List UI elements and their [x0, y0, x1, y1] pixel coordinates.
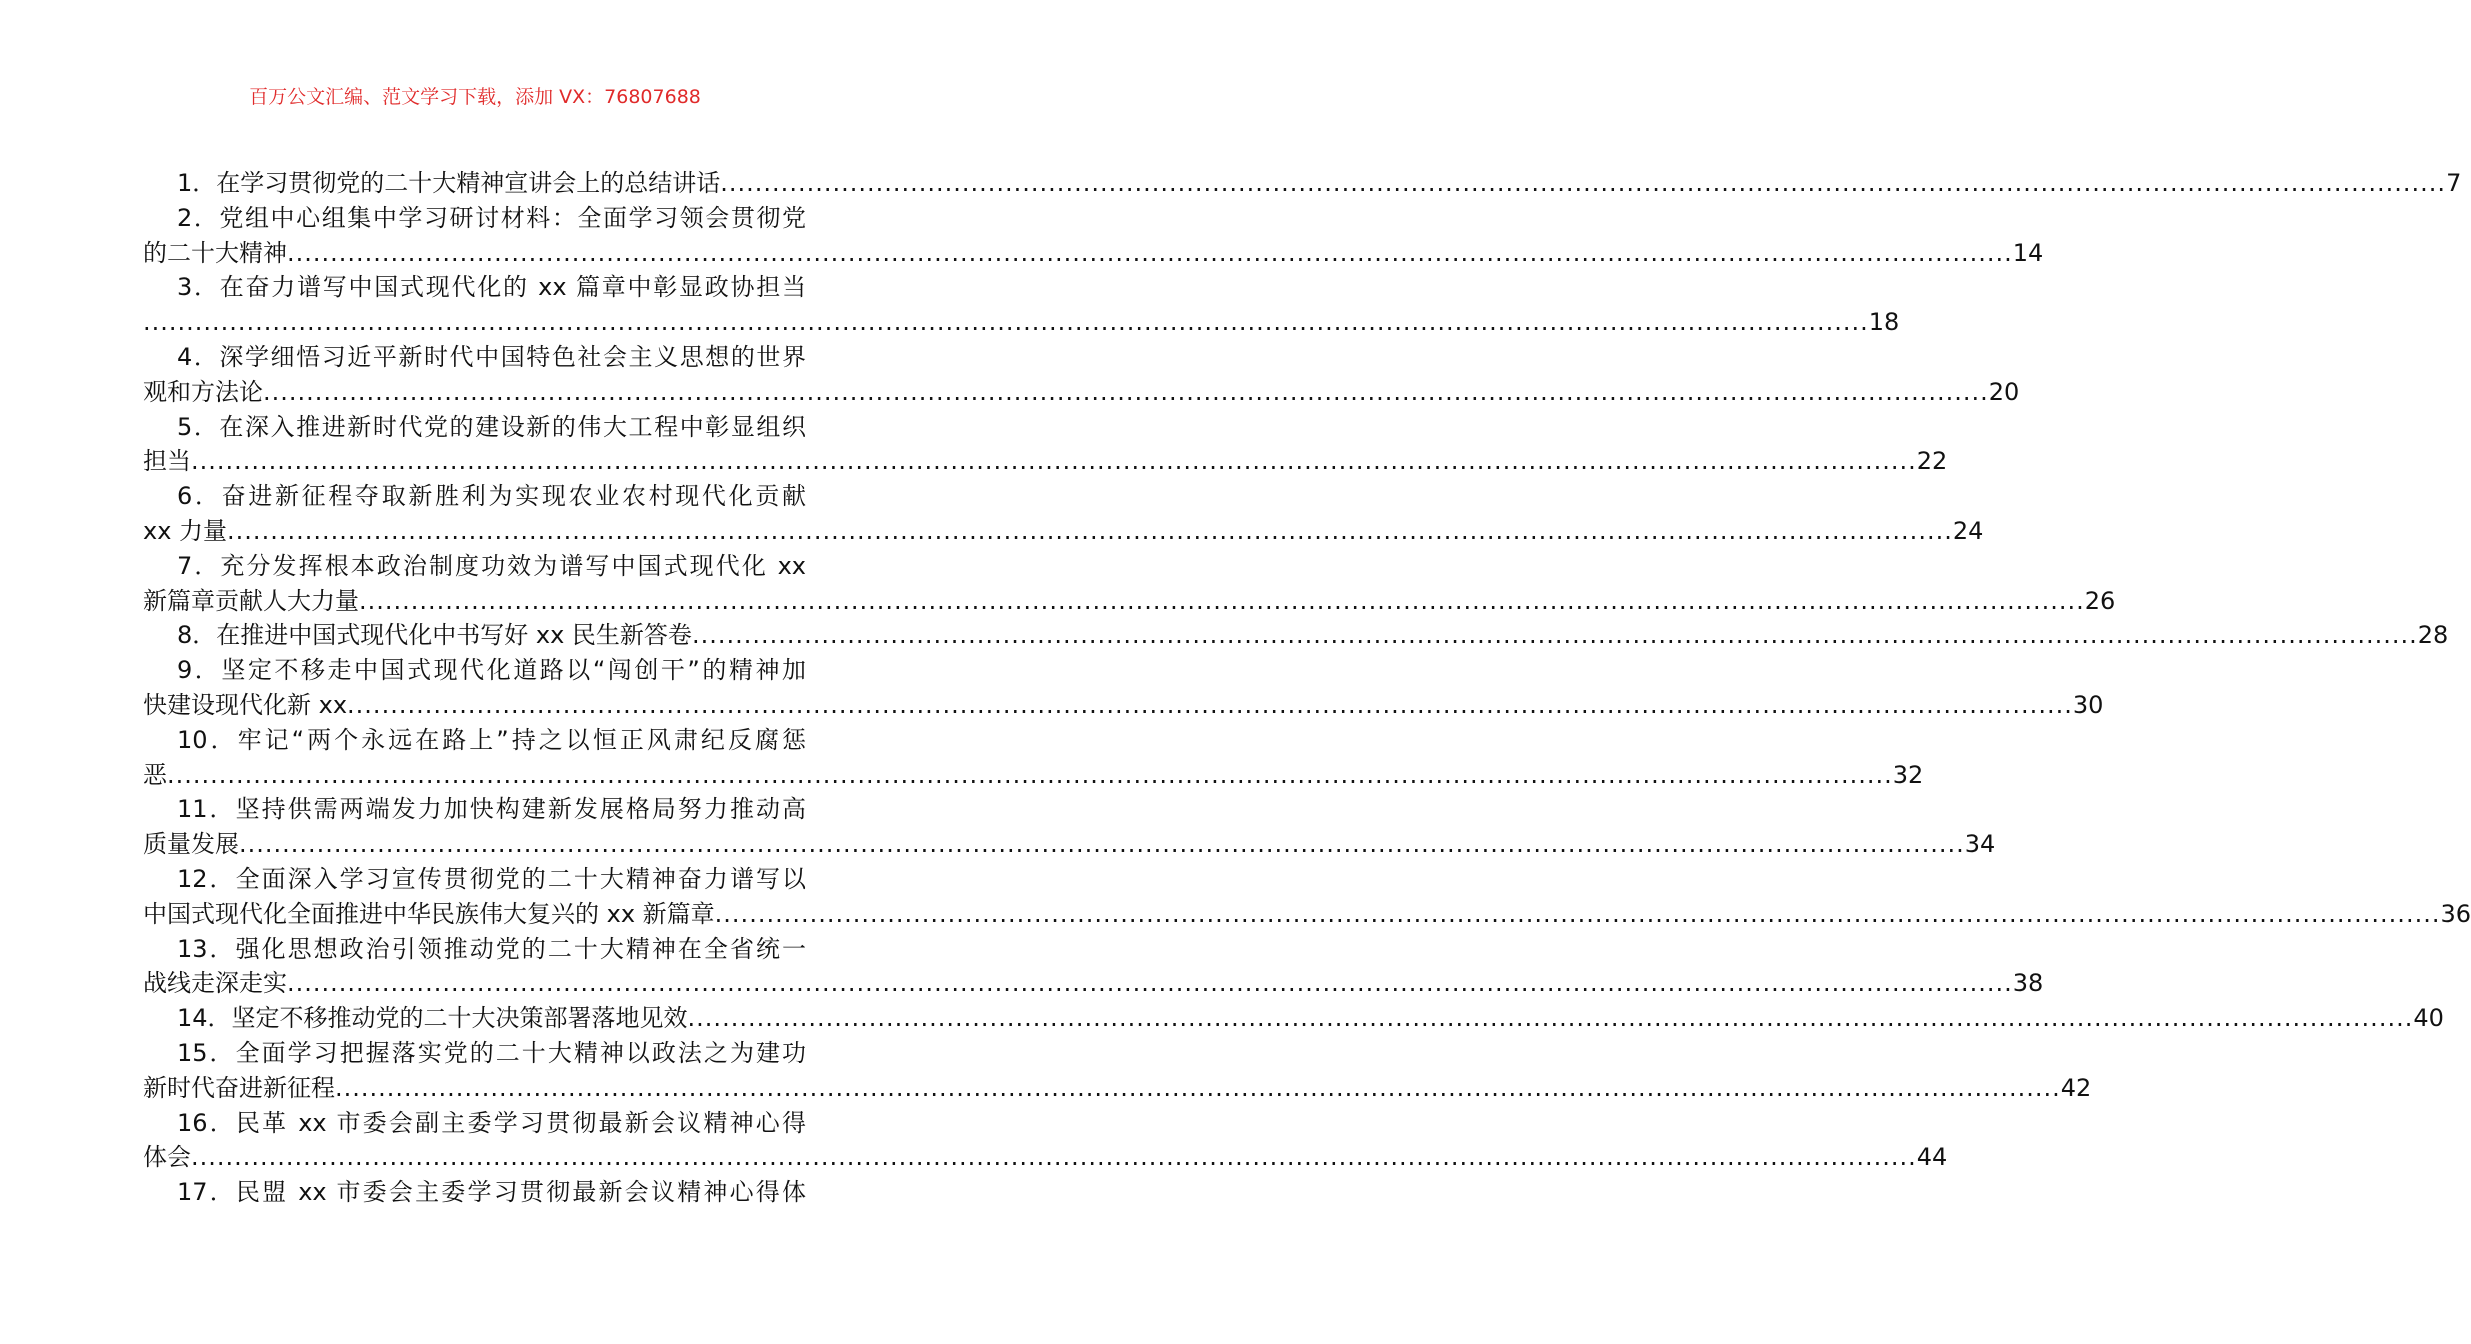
- toc-entry[interactable]: [143, 1001, 2444, 1036]
- toc-leader-line: [143, 827, 1996, 862]
- toc-entry-title: xx 力量: [143, 516, 228, 545]
- toc-page-number: 38: [2012, 969, 2044, 998]
- toc-page-number: 40: [2413, 1004, 2444, 1033]
- toc-entry-title: 体会: [143, 1143, 191, 1172]
- toc-entry[interactable]: [143, 410, 1948, 480]
- toc-entry-title: 8．在推进中国式现代化中书写好 xx 民生新答卷: [177, 621, 692, 650]
- watermark-header: 百万公文汇编、范文学习下载，添加 VX：76807688: [249, 86, 701, 108]
- dot-leader: ........................................................................................................................................................................................................: [167, 760, 1893, 789]
- toc-entry-title: 快建设现代化新 xx: [143, 690, 348, 719]
- toc-entry[interactable]: [143, 792, 1996, 862]
- toc-entry[interactable]: [143, 723, 1924, 793]
- toc-entry[interactable]: [143, 270, 1900, 340]
- toc-leader-line: [143, 688, 2104, 723]
- toc-entry-title: 17．民盟 xx 市委会主委学习贯彻最新会议精神心得体: [177, 1178, 806, 1207]
- toc-page-number: 14: [2012, 238, 2044, 267]
- toc-page-number: 44: [1916, 1143, 1948, 1172]
- toc-entry-title: 12．全面深入学习宣传贯彻党的二十大精神奋力谱写以: [177, 864, 806, 893]
- dot-leader: ........................................................................................................................................................................................................: [287, 969, 2013, 998]
- toc-entry-title: 15．全面学习把握落实党的二十大精神以政法之为建功: [177, 1038, 806, 1067]
- toc-leader-line: [143, 375, 2020, 410]
- dot-leader: ........................................................................................................................................................................................................: [227, 516, 1953, 545]
- toc-entry-title: 14．坚定不移推动党的二十大决策部署落地见效: [177, 1004, 688, 1033]
- toc-leader-line: [143, 166, 2462, 201]
- dot-leader: ........................................................................................................................................................................................................: [687, 1004, 2414, 1033]
- toc-page-number: 22: [1916, 447, 1948, 476]
- toc-entry[interactable]: [143, 1106, 1948, 1176]
- toc-entry[interactable]: [143, 862, 2471, 932]
- dot-leader: ........................................................................................................................................................................................................: [191, 447, 1917, 476]
- toc-page-number: 32: [1892, 760, 1924, 789]
- toc-entry-title: 观和方法论: [143, 377, 263, 406]
- dot-leader: ........................................................................................................................................................................................................: [347, 690, 2073, 719]
- toc-entry-title: 10．牢记“两个永远在路上”持之以恒正风肃纪反腐惩: [177, 725, 806, 754]
- toc-entry[interactable]: [143, 201, 2044, 271]
- dot-leader: ........................................................................................................................................................................................................: [263, 377, 1989, 406]
- dot-leader: ........................................................................................................................................................................................................: [335, 1073, 2061, 1102]
- toc-entry-title: 5．在深入推进新时代党的建设新的伟大工程中彰显组织: [177, 412, 806, 441]
- toc-leader-line: [143, 1071, 2092, 1106]
- toc-entry-title: 新篇章贡献人大力量: [143, 586, 359, 615]
- toc-entry-title: 恶: [143, 760, 167, 789]
- toc-entry-title: 战线走深走实: [143, 969, 287, 998]
- toc-entry[interactable]: [143, 1175, 806, 1210]
- toc-entry[interactable]: [143, 479, 1984, 549]
- toc-leader-line: [143, 966, 2044, 1001]
- toc-leader-line: [143, 1001, 2444, 1036]
- toc-leader-line: [143, 514, 1984, 549]
- toc-entry-title: 6．奋进新征程夺取新胜利为实现农业农村现代化贡献: [177, 482, 806, 511]
- toc-entry-title: 质量发展: [143, 830, 239, 859]
- dot-leader: ........................................................................................................................................................................................................: [239, 830, 1965, 859]
- toc-page-number: 26: [2084, 586, 2116, 615]
- toc-entry[interactable]: [143, 340, 2020, 410]
- toc-entry[interactable]: [143, 932, 2044, 1002]
- toc-entry-title: 9．坚定不移走中国式现代化道路以“闯创干”的精神加: [177, 656, 806, 685]
- toc-leader-line: [143, 236, 2044, 271]
- dot-leader: ........................................................................................................................................................................................................: [720, 169, 2447, 197]
- toc-entry[interactable]: [143, 653, 2104, 723]
- toc-page-number: 42: [2060, 1073, 2092, 1102]
- toc-entry-title: 3．在奋力谱写中国式现代化的 xx 篇章中彰显政协担当: [177, 273, 806, 302]
- table-of-contents: [143, 166, 2471, 1210]
- toc-entry-title: 11．坚持供需两端发力加快构建新发展格局努力推动高: [177, 795, 806, 824]
- dot-leader: ........................................................................................................................................................................................................: [691, 621, 2418, 650]
- toc-entry[interactable]: [143, 618, 2449, 653]
- toc-entry-title: 担当: [143, 447, 191, 476]
- toc-page-number: 24: [1952, 516, 1984, 545]
- dot-leader: ........................................................................................................................................................................................................: [359, 586, 2085, 615]
- dot-leader: ........................................................................................................................................................................................................: [143, 308, 1869, 337]
- toc-entry[interactable]: [143, 1036, 2092, 1106]
- toc-entry-title: 7．充分发挥根本政治制度功效为谱写中国式现代化 xx: [177, 551, 806, 580]
- dot-leader: ........................................................................................................................................................................................................: [287, 238, 2013, 267]
- toc-page-number: 30: [2072, 690, 2104, 719]
- dot-leader: ........................................................................................................................................................................................................: [714, 899, 2441, 928]
- toc-leader-line: [143, 305, 1900, 340]
- toc-leader-line: [143, 758, 1924, 793]
- toc-leader-line: [143, 444, 1948, 479]
- toc-page-number: 36: [2440, 899, 2471, 928]
- toc-entry-title: 中国式现代化全面推进中华民族伟大复兴的 xx 新篇章: [143, 899, 715, 928]
- toc-entry-title: 1．在学习贯彻党的二十大精神宣讲会上的总结讲话: [177, 169, 721, 197]
- toc-page-number: 20: [1988, 377, 2020, 406]
- toc-page-number: 34: [1964, 830, 1996, 859]
- toc-leader-line: [143, 618, 2449, 653]
- toc-entry[interactable]: [143, 166, 2462, 201]
- toc-leader-line: [143, 897, 2471, 932]
- toc-page-number: 18: [1868, 308, 1900, 337]
- toc-page-number: 28: [2417, 621, 2449, 650]
- toc-leader-line: [143, 584, 2116, 619]
- toc-entry-title: 新时代奋进新征程: [143, 1073, 335, 1102]
- toc-entry[interactable]: [143, 549, 2116, 619]
- toc-leader-line: [143, 1140, 1948, 1175]
- toc-entry-title: 13．强化思想政治引领推动党的二十大精神在全省统一: [177, 934, 806, 963]
- dot-leader: ........................................................................................................................................................................................................: [191, 1143, 1917, 1172]
- toc-entry-title: 2．党组中心组集中学习研讨材料：全面学习领会贯彻党: [177, 203, 806, 232]
- toc-entry-title: 16．民革 xx 市委会副主委学习贯彻最新会议精神心得: [177, 1108, 806, 1137]
- toc-entry-title: 4．深学细悟习近平新时代中国特色社会主义思想的世界: [177, 342, 806, 371]
- toc-page-number: 7: [2446, 169, 2462, 197]
- toc-entry-title: 的二十大精神: [143, 238, 287, 267]
